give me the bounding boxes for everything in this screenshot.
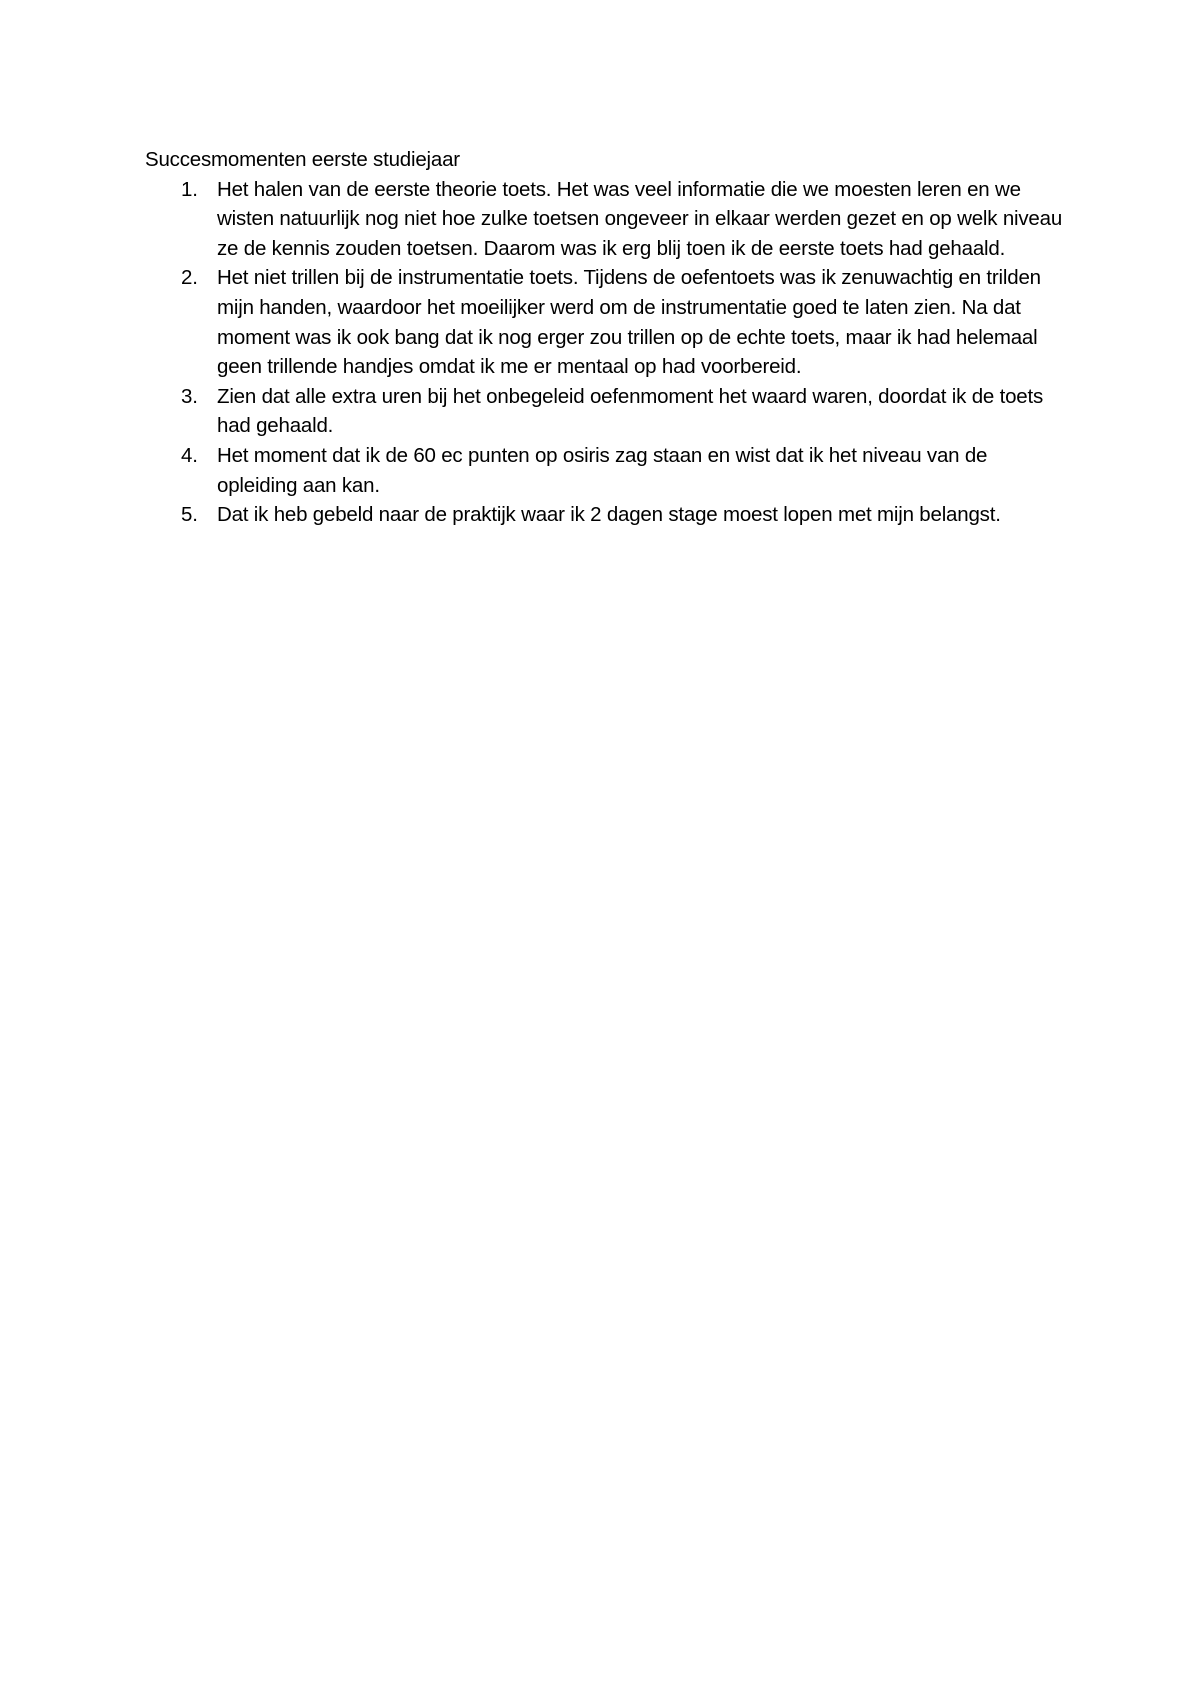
list-item-number: 2.	[181, 266, 198, 290]
list-item	[145, 263, 1065, 381]
list-item-number: 5.	[181, 503, 198, 527]
list-item-text: Het niet trillen bij de instrumentatie toets. Tijdens de oefentoets was ik zenuwachtig en trilden mijn handen, waardoor het moeilijker werd om de instrumentatie goed te laten zien. Na dat moment was ik ook bang dat ik nog erger zou trillen op de echte toets, maar ik had helemaal geen trillende handjes omdat ik me er mentaal op had voorbereid.	[217, 266, 1041, 379]
list-item-number: 3.	[181, 384, 198, 408]
list-item	[145, 500, 1065, 530]
list-item-text: Dat ik heb gebeld naar de praktijk waar ik 2 dagen stage moest lopen met mijn belangst.	[217, 503, 1001, 527]
list-item	[145, 175, 1065, 264]
success-moments-list	[145, 175, 1065, 530]
list-item-text: Het halen van de eerste theorie toets. Het was veel informatie die we moesten leren en we wisten natuurlijk nog niet hoe zulke toetsen ongeveer in elkaar werden gezet en op welk niveau ze de kennis zouden toetsen. Daarom was ik erg blij toen ik de eerste toets had gehaald.	[217, 177, 1063, 260]
list-item-text: Het moment dat ik de 60 ec punten op osiris zag staan en wist dat ik het niveau van de opleiding aan kan.	[217, 443, 988, 497]
list-item	[145, 382, 1065, 441]
list-item-number: 1.	[181, 177, 198, 201]
list-item-number: 4.	[181, 443, 198, 467]
document-body	[145, 145, 1065, 530]
list-item-text: Zien dat alle extra uren bij het onbegeleid oefenmoment het waard waren, doordat ik de toets had gehaald.	[217, 384, 1044, 438]
list-item	[145, 441, 1065, 500]
document-title: Succesmomenten eerste studiejaar	[145, 148, 460, 171]
